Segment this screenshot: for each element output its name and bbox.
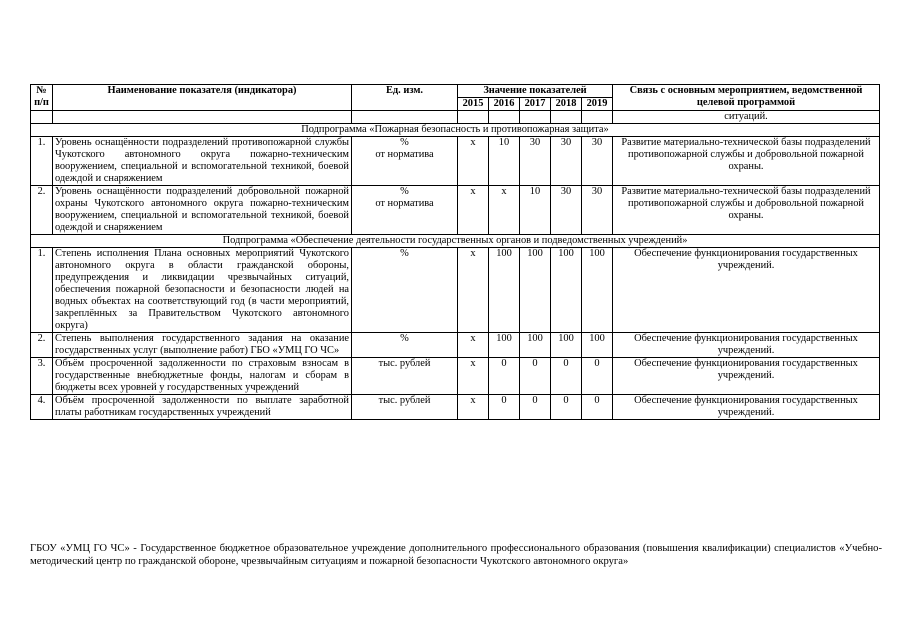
indicator-name: Степень выполнения государственного задания на оказание государственных услуг (выполнение работ) ГБО «УМЦ ГО ЧС» <box>53 333 352 358</box>
value-2018: 30 <box>551 186 582 235</box>
value-2017: 100 <box>520 248 551 333</box>
value-2016: х <box>489 186 520 235</box>
footnote: ГБОУ «УМЦ ГО ЧС» - Государственное бюджетное образовательное учреждение дополнительного профессионального образования (повышения квалификации) специалистов «Учебно-методический центр по гражданской обороне, чрезвычайным ситуациям и пожарной безопасности Чукотского автономного округа» <box>30 543 882 567</box>
section-row <box>31 235 880 248</box>
value-2016: 100 <box>489 333 520 358</box>
value-2018: 30 <box>551 137 582 186</box>
header-unit: Ед. изм. <box>352 85 458 111</box>
indicator-name: Степень исполнения Плана основных мероприятий Чукотского автономного округа в области гражданской обороны, предупреждения и ликвидации чрезвычайных ситуаций, обеспечения пожарной безопасности и безопасности людей на водных объектах на соответствующий год (в части мероприятий, закреплённых за Правительством Чукотского автономного округа) <box>53 248 352 333</box>
value-2019: 100 <box>582 248 613 333</box>
value-2015: х <box>458 395 489 420</box>
value-2018: 0 <box>551 358 582 395</box>
header-year-2015: 2015 <box>458 98 489 111</box>
unit-cell: % <box>352 333 458 358</box>
value-2018: 0 <box>551 395 582 420</box>
value-2018: 100 <box>551 248 582 333</box>
value-2017: 100 <box>520 333 551 358</box>
section-title: Подпрограмма «Пожарная безопасность и противопожарная защита» <box>31 124 880 137</box>
table-row <box>31 137 880 186</box>
value-2015: х <box>458 137 489 186</box>
value-2015: х <box>458 248 489 333</box>
empty-cell <box>520 111 551 124</box>
link-cell: Развитие материально-технической базы подразделений противопожарной службы и добровольной пожарной охраны. <box>613 186 880 235</box>
unit-cell: тыс. рублей <box>352 395 458 420</box>
link-cell: Развитие материально-технической базы подразделений противопожарной службы и добровольной пожарной охраны. <box>613 137 880 186</box>
empty-cell <box>352 111 458 124</box>
unit-cell: % <box>352 248 458 333</box>
section-title: Подпрограмма «Обеспечение деятельности государственных органов и подведомственных учреждений» <box>31 235 880 248</box>
value-2016: 0 <box>489 395 520 420</box>
row-number: 2. <box>31 186 53 235</box>
value-2016: 100 <box>489 248 520 333</box>
header-year-2019: 2019 <box>582 98 613 111</box>
header-values-group: Значение показателей <box>458 85 613 98</box>
value-2019: 30 <box>582 186 613 235</box>
value-2019: 0 <box>582 358 613 395</box>
empty-cell <box>489 111 520 124</box>
empty-cell <box>31 111 53 124</box>
header-num: № п/п <box>31 85 53 111</box>
table-row <box>31 248 880 333</box>
value-2017: 0 <box>520 358 551 395</box>
unit-cell: % от норматива <box>352 137 458 186</box>
link-cell: Обеспечение функционирования государственных учреждений. <box>613 248 880 333</box>
empty-cell <box>551 111 582 124</box>
header-year-2018: 2018 <box>551 98 582 111</box>
value-2016: 10 <box>489 137 520 186</box>
value-2017: 10 <box>520 186 551 235</box>
header-year-2017: 2017 <box>520 98 551 111</box>
value-2019: 30 <box>582 137 613 186</box>
value-2015: х <box>458 333 489 358</box>
table-row <box>31 395 880 420</box>
table-row <box>31 358 880 395</box>
value-2019: 0 <box>582 395 613 420</box>
value-2018: 100 <box>551 333 582 358</box>
value-2019: 100 <box>582 333 613 358</box>
section-row <box>31 124 880 137</box>
table-row <box>31 186 880 235</box>
indicators-table-page <box>30 84 879 420</box>
value-2015: х <box>458 186 489 235</box>
empty-cell <box>582 111 613 124</box>
header-name: Наименование показателя (индикатора) <box>53 85 352 111</box>
value-2017: 30 <box>520 137 551 186</box>
unit-cell: % от норматива <box>352 186 458 235</box>
indicator-name: Уровень оснащённости подразделений противопожарной службы Чукотского автономного округа пожарно-техническим вооружением, специальной и вспомогательной техникой, боевой одеждой и снаряжением <box>53 137 352 186</box>
table-row <box>31 333 880 358</box>
header-year-2016: 2016 <box>489 98 520 111</box>
empty-cell <box>53 111 352 124</box>
link-cell: Обеспечение функционирования государственных учреждений. <box>613 395 880 420</box>
indicator-name: Объём просроченной задолженности по выплате заработной платы работникам государственных учреждений <box>53 395 352 420</box>
row-number: 1. <box>31 248 53 333</box>
header-link: Связь с основным мероприятием, ведомственной целевой программой <box>613 85 880 111</box>
continuation-row <box>31 111 880 124</box>
indicator-name: Объём просроченной задолженности по страховым взносам в государственные внебюджетные фонды, налогам и сборам в бюджеты всех уровней у государственных учреждений <box>53 358 352 395</box>
row-number: 3. <box>31 358 53 395</box>
row-number: 1. <box>31 137 53 186</box>
row-number: 4. <box>31 395 53 420</box>
indicator-name: Уровень оснащённости подразделений добровольной пожарной охраны Чукотского автономного округа пожарно-техническим вооружением, специальной и вспомогательной техникой, боевой одеждой и снаряжением <box>53 186 352 235</box>
unit-cell: тыс. рублей <box>352 358 458 395</box>
value-2016: 0 <box>489 358 520 395</box>
link-cell: Обеспечение функционирования государственных учреждений. <box>613 333 880 358</box>
row-number: 2. <box>31 333 53 358</box>
empty-cell <box>458 111 489 124</box>
value-2015: х <box>458 358 489 395</box>
continuation-text: ситуаций. <box>613 111 880 124</box>
link-cell: Обеспечение функционирования государственных учреждений. <box>613 358 880 395</box>
indicators-table <box>30 84 880 420</box>
value-2017: 0 <box>520 395 551 420</box>
